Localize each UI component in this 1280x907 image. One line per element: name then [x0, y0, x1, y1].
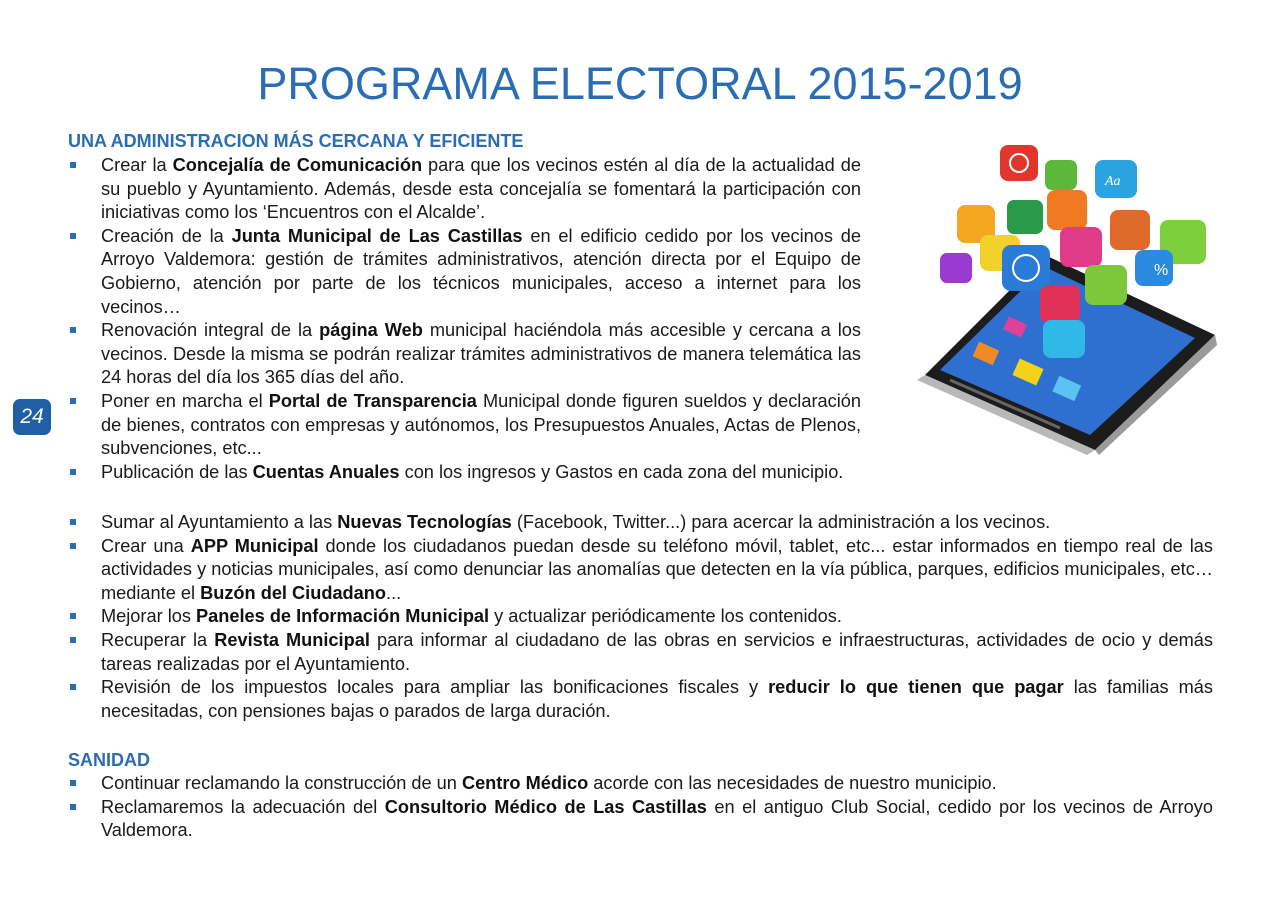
- list-item: Crear una APP Municipal donde los ciudadanos puedan desde su teléfono móvil, tablet, etc... estar informados en tiempo real de las actividades y noticias municipales, así como denunciar las anomalías que detecten en la vía pública, parques, edificios municipales, etc… mediante el Buzón del Ciudadano...: [68, 535, 1213, 606]
- cart-icon: [1085, 265, 1127, 305]
- list-item: Creación de la Junta Municipal de Las Castillas en el edificio cedido por los vecinos de Arroyo Valdemora: gestión de trámites administrativos, atención directa por el Equipo de Gobierno, atención por parte de los técnicos municipales, acceso a internet para los vecinos…: [68, 225, 861, 319]
- smartphone-apps-illustration: [895, 135, 1225, 455]
- list-item: Sumar al Ayuntamiento a las Nuevas Tecnologías (Facebook, Twitter...) para acercar la administración a los vecinos.: [68, 511, 1213, 535]
- list-item: Mejorar los Paneles de Información Municipal y actualizar periódicamente los contenidos.: [68, 605, 1213, 629]
- sanidad-list: [68, 772, 1213, 843]
- list-item: Renovación integral de la página Web municipal haciéndola más accesible y cercana a los vecinos. Desde la misma se podrán realizar trámites administrativos de manera telemática las 24 horas del día los 365 días del año.: [68, 319, 861, 390]
- unlock-icon: [1110, 210, 1150, 250]
- svg-text:%: %: [1154, 262, 1169, 279]
- camera-icon: [1043, 320, 1085, 358]
- search-icon: [1060, 227, 1102, 267]
- list-item: Crear la Concejalía de Comunicación para que los vecinos estén al día de la actualidad de su pueblo y Ayuntamiento. Además, desde esta concejalía se fomentará la participación con iniciativas como los ‘Encuentros con el Alcalde’.: [68, 154, 861, 225]
- globe-icon: [1002, 245, 1050, 291]
- section-heading-administration: UNA ADMINISTRACION MÁS CERCANA Y EFICIENTE: [68, 131, 524, 151]
- administration-list: [68, 154, 861, 484]
- list-item: Poner en marcha el Portal de Transparencia Municipal donde figuren sueldos y declaración de bienes, contratos con empresas y autónomos, los Presupuestos Anuales, Actas de Plenos, subvenciones, etc...: [68, 390, 861, 461]
- list-item: Continuar reclamando la construcción de un Centro Médico acorde con las necesidades de nuestro municipio.: [68, 772, 1213, 796]
- administration-list-wide: [68, 511, 1213, 723]
- list-item: Revisión de los impuestos locales para ampliar las bonificaciones fiscales y reducir lo que tienen que pagar las familias más necesitadas, con pensiones bajas o parados de larga duración.: [68, 676, 1213, 723]
- svg-text:Aa: Aa: [1105, 174, 1121, 189]
- grid-icon: [1045, 160, 1077, 190]
- list-item: Publicación de las Cuentas Anuales con los ingresos y Gastos en cada zona del municipio.: [68, 461, 861, 485]
- lock-icon: [940, 253, 972, 283]
- info-icon: [1000, 145, 1038, 181]
- list-item: Reclamaremos la adecuación del Consultorio Médico de Las Castillas en el antiguo Club Social, cedido por los vecinos de Arroyo Valdemora.: [68, 796, 1213, 843]
- page-title: PROGRAMA ELECTORAL 2015-2019: [257, 58, 1023, 109]
- settings-icon: [1047, 190, 1087, 230]
- page-number-badge: 24: [13, 399, 51, 435]
- music-icon: [1040, 285, 1080, 323]
- list-item: Recuperar la Revista Municipal para informar al ciudadano de las obras en servicios e infraestructuras, actividades de ocio y demás tareas realizadas por el Ayuntamiento.: [68, 629, 1213, 676]
- check-icon: [1007, 200, 1043, 234]
- section-heading-sanidad: SANIDAD: [68, 750, 151, 770]
